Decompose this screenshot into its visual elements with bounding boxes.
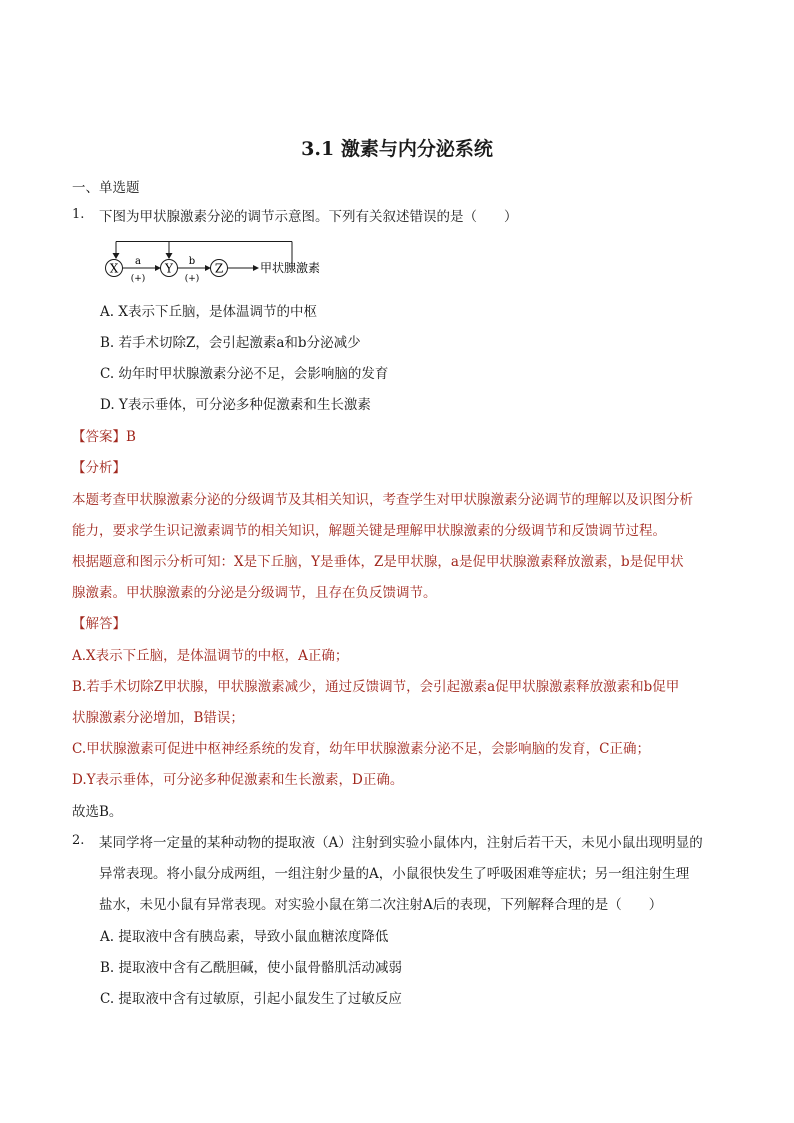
solution-line: A.X表示下丘脑，是体温调节的中枢，A正确；	[72, 648, 349, 664]
solution-line: D.Y表示垂体，可分泌多种促激素和生长激素，D正确。	[72, 772, 404, 788]
node-x-label: X	[109, 261, 119, 276]
page-title: 3.1 激素与内分泌系统	[301, 138, 493, 160]
question-stem-line: 盐水，未见小鼠有异常表现。对实验小鼠在第二次注射A后的表现，下列解释合理的是（ ）	[99, 897, 663, 913]
thyroid-regulation-diagram	[100, 236, 340, 286]
solution-line: B.若手术切除Z甲状腺，甲状腺激素减少，通过反馈调节，会引起激素a促甲状腺激素释放激素和b促甲	[72, 679, 680, 695]
arrow-label-a: a	[135, 256, 141, 267]
node-z-label: Z	[214, 261, 224, 276]
arrow-label-plus-2: (+)	[184, 274, 200, 284]
option-d: D. Y表示垂体，可分泌多种促激素和生长激素	[100, 397, 371, 413]
option-a: A. X表示下丘脑，是体温调节的中枢	[100, 304, 317, 320]
option-a: A. 提取液中含有胰岛素，导致小鼠血糖浓度降低	[100, 929, 389, 945]
analysis-line: 根据题意和图示分析可知：X是下丘脑，Y是垂体，Z是甲状腺，a是促甲状腺激素释放激素，b是促甲状	[72, 554, 684, 570]
option-b: B. 提取液中含有乙酰胆碱，使小鼠骨骼肌活动减弱	[100, 960, 403, 976]
option-c: C. 幼年时甲状腺激素分泌不足，会影响脑的发育	[100, 366, 389, 382]
arrow-label-b: b	[188, 256, 196, 267]
question-number: 1.	[72, 207, 85, 222]
option-c: C. 提取液中含有过敏原，引起小鼠发生了过敏反应	[100, 991, 402, 1007]
node-y-label: Y	[165, 261, 173, 276]
arrow-label-plus-1: (+)	[130, 274, 146, 284]
analysis-line: 能力，要求学生识记激素调节的相关知识，解题关键是理解甲状腺激素的分级调节和反馈调节过程。	[72, 523, 666, 539]
analysis-label: 【分析】	[72, 460, 126, 476]
question-number: 2.	[72, 833, 85, 848]
option-b: B. 若手术切除Z，会引起激素a和b分泌减少	[100, 335, 361, 351]
question-stem-line: 某同学将一定量的某种动物的提取液（A）注射到实验小鼠体内，注射后若干天，未见小鼠出现明显的	[99, 835, 703, 851]
question-stem: 下图为甲状腺激素分泌的调节示意图。下列有关叙述错误的是（ ）	[99, 209, 518, 225]
question-stem-line: 异常表现。将小鼠分成两组，一组注射少量的A，小鼠很快发生了呼吸困难等症状；另一组注射生理	[99, 866, 690, 882]
section-heading: 一、单选题	[72, 180, 140, 196]
analysis-line: 本题考查甲状腺激素分泌的分级调节及其相关知识，考查学生对甲状腺激素分泌调节的理解以及识图分析	[72, 492, 693, 508]
solution-line: 状腺激素分泌增加，B错误；	[72, 710, 244, 726]
output-label: 甲状腺激素	[260, 261, 321, 275]
conclusion: 故选B。	[72, 804, 123, 820]
solution-label: 【解答】	[72, 616, 126, 632]
answer: 【答案】B	[72, 429, 136, 445]
solution-line: C.甲状腺激素可促进中枢神经系统的发育，幼年甲状腺激素分泌不足，会影响脑的发育，C正确；	[72, 741, 650, 757]
analysis-line: 腺激素。甲状腺激素的分泌是分级调节，且存在负反馈调节。	[72, 585, 437, 601]
